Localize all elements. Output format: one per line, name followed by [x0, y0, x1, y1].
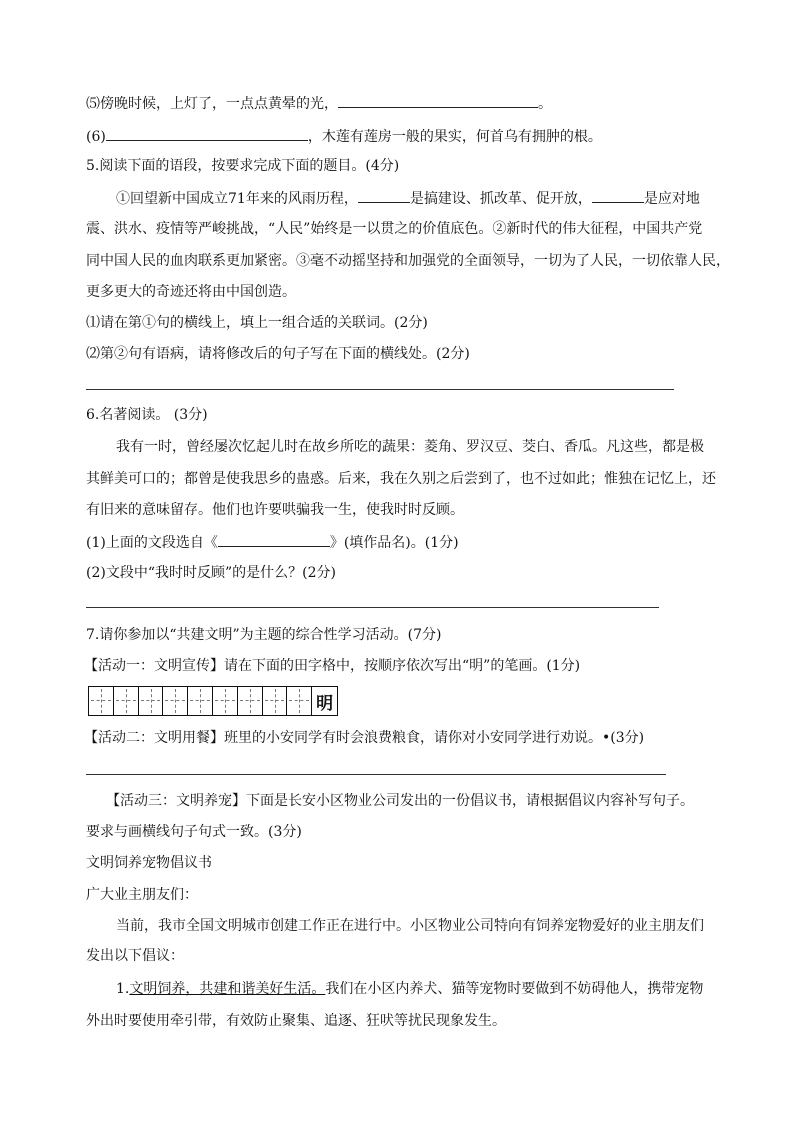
q6-paragraph-line: 其鲜美可口的；都曾是使我思乡的蛊惑。后来，我在久别之后尝到了，也不过如此；惟独在记忆上，还	[86, 471, 716, 487]
q7-activity-3: 【活动三：文明养宠】下面是长安小区物业公司发出的一份倡议书，请根据倡议内容补写句子。	[106, 793, 694, 809]
proposal-item-1-cont: 外出时要使用牵引带，有效防止聚集、追逐、狂吠等扰民现象发生。	[86, 1013, 506, 1029]
grid-cell[interactable]	[287, 687, 312, 715]
proposal-body-line: 发出以下倡议：	[86, 948, 184, 964]
answer-line[interactable]	[86, 607, 659, 608]
underlined-sentence: 文明饲养，共建和谐美好生活。	[129, 981, 326, 997]
q7-activity-3-line2: 要求与画横线句子句式一致。(3分)	[86, 824, 302, 840]
tianzige-grid	[88, 686, 338, 716]
q5-sub2: ⑵第②句有语病，请将修改后的句子写在下面的横线处。(2分)	[86, 346, 470, 362]
q5-paragraph-line: 同中国人民的血肉联系更加紧密。③毫不动摇坚持和加强党的全面领导，一切为了人民，一切依靠人民，	[86, 253, 730, 269]
grid-cell[interactable]	[114, 687, 139, 715]
q6-paragraph-line: 我有一时，曾经屡次忆起儿时在故乡所吃的蔬果：菱角、罗汉豆、茭白、香瓜。凡这些，都是极	[116, 439, 704, 455]
grid-cell-model-character: 明	[312, 687, 337, 715]
answer-blank[interactable]	[592, 187, 644, 203]
proposal-item-1: 1.文明饲养，共建和谐美好生活。我们在小区内养犬、猫等宠物时要做到不妨碍他人，携带宠物	[116, 981, 704, 997]
grid-cell[interactable]	[89, 687, 114, 715]
grid-cell[interactable]	[139, 687, 164, 715]
q4-item6: (6) ，木莲有莲房一般的果实，何首乌有拥肿的根。	[86, 125, 602, 147]
grid-cell[interactable]	[163, 687, 188, 715]
grid-cell[interactable]	[238, 687, 263, 715]
proposal-greeting: 广大业主朋友们：	[86, 887, 198, 903]
answer-blank[interactable]	[338, 92, 538, 108]
q7-title: 7.请你参加以“共建文明”为主题的综合性学习活动。(7分)	[86, 627, 442, 643]
q5-paragraph-line: 更多更大的奇迹还将由中国创造。	[86, 284, 296, 300]
answer-blank[interactable]	[358, 187, 410, 203]
q5-sub1: ⑴请在第①句的横线上，填上一组合适的关联词。(2分)	[86, 315, 428, 331]
grid-cell[interactable]	[263, 687, 288, 715]
grid-cell[interactable]	[213, 687, 238, 715]
q7-activity-1: 【活动一：文明宣传】请在下面的田字格中，按顺序依次写出“明”的笔画。(1分)	[84, 658, 581, 674]
q6-title: 6.名著阅读。 (3分)	[86, 407, 208, 423]
q4-item5: ⑸傍晚时候，上灯了，一点点黄晕的光， 。	[86, 92, 552, 114]
answer-line[interactable]	[86, 774, 666, 775]
q6-sub2: (2)文段中“我时时反顾”的是什么？(2分)	[86, 565, 336, 581]
answer-line[interactable]	[86, 389, 674, 390]
proposal-body-line: 当前，我市全国文明城市创建工作正在进行中。小区物业公司特向有饲养宠物爱好的业主朋友们	[116, 918, 704, 934]
q5-paragraph-line: 震、洪水、疫情等严峻挑战，“人民”始终是一以贯之的价值底色。②新时代的伟大征程，中国共产党	[86, 221, 703, 237]
grid-cell[interactable]	[188, 687, 213, 715]
q6-sub1: (1)上面的文段选自《 》(填作品名)。(1分)	[86, 531, 459, 553]
q7-activity-2: 【活动二：文明用餐】班里的小安同学有时会浪费粮食，请你对小安同学进行劝说。•(3分)	[84, 730, 645, 746]
proposal-title: 文明饲养宠物倡议书	[86, 855, 212, 871]
q5-title: 5.阅读下面的语段，按要求完成下面的题目。(4分)	[86, 158, 400, 174]
answer-blank[interactable]	[218, 531, 330, 547]
q5-paragraph-line: ①回望新中国成立71年来的风雨历程， 是搞建设、抓改革、促开放， 是应对地	[116, 187, 700, 209]
q6-paragraph-line: 有旧来的意味留存。他们也许要哄骗我一生，使我时时反顾。	[86, 502, 464, 518]
answer-blank[interactable]	[106, 125, 308, 141]
